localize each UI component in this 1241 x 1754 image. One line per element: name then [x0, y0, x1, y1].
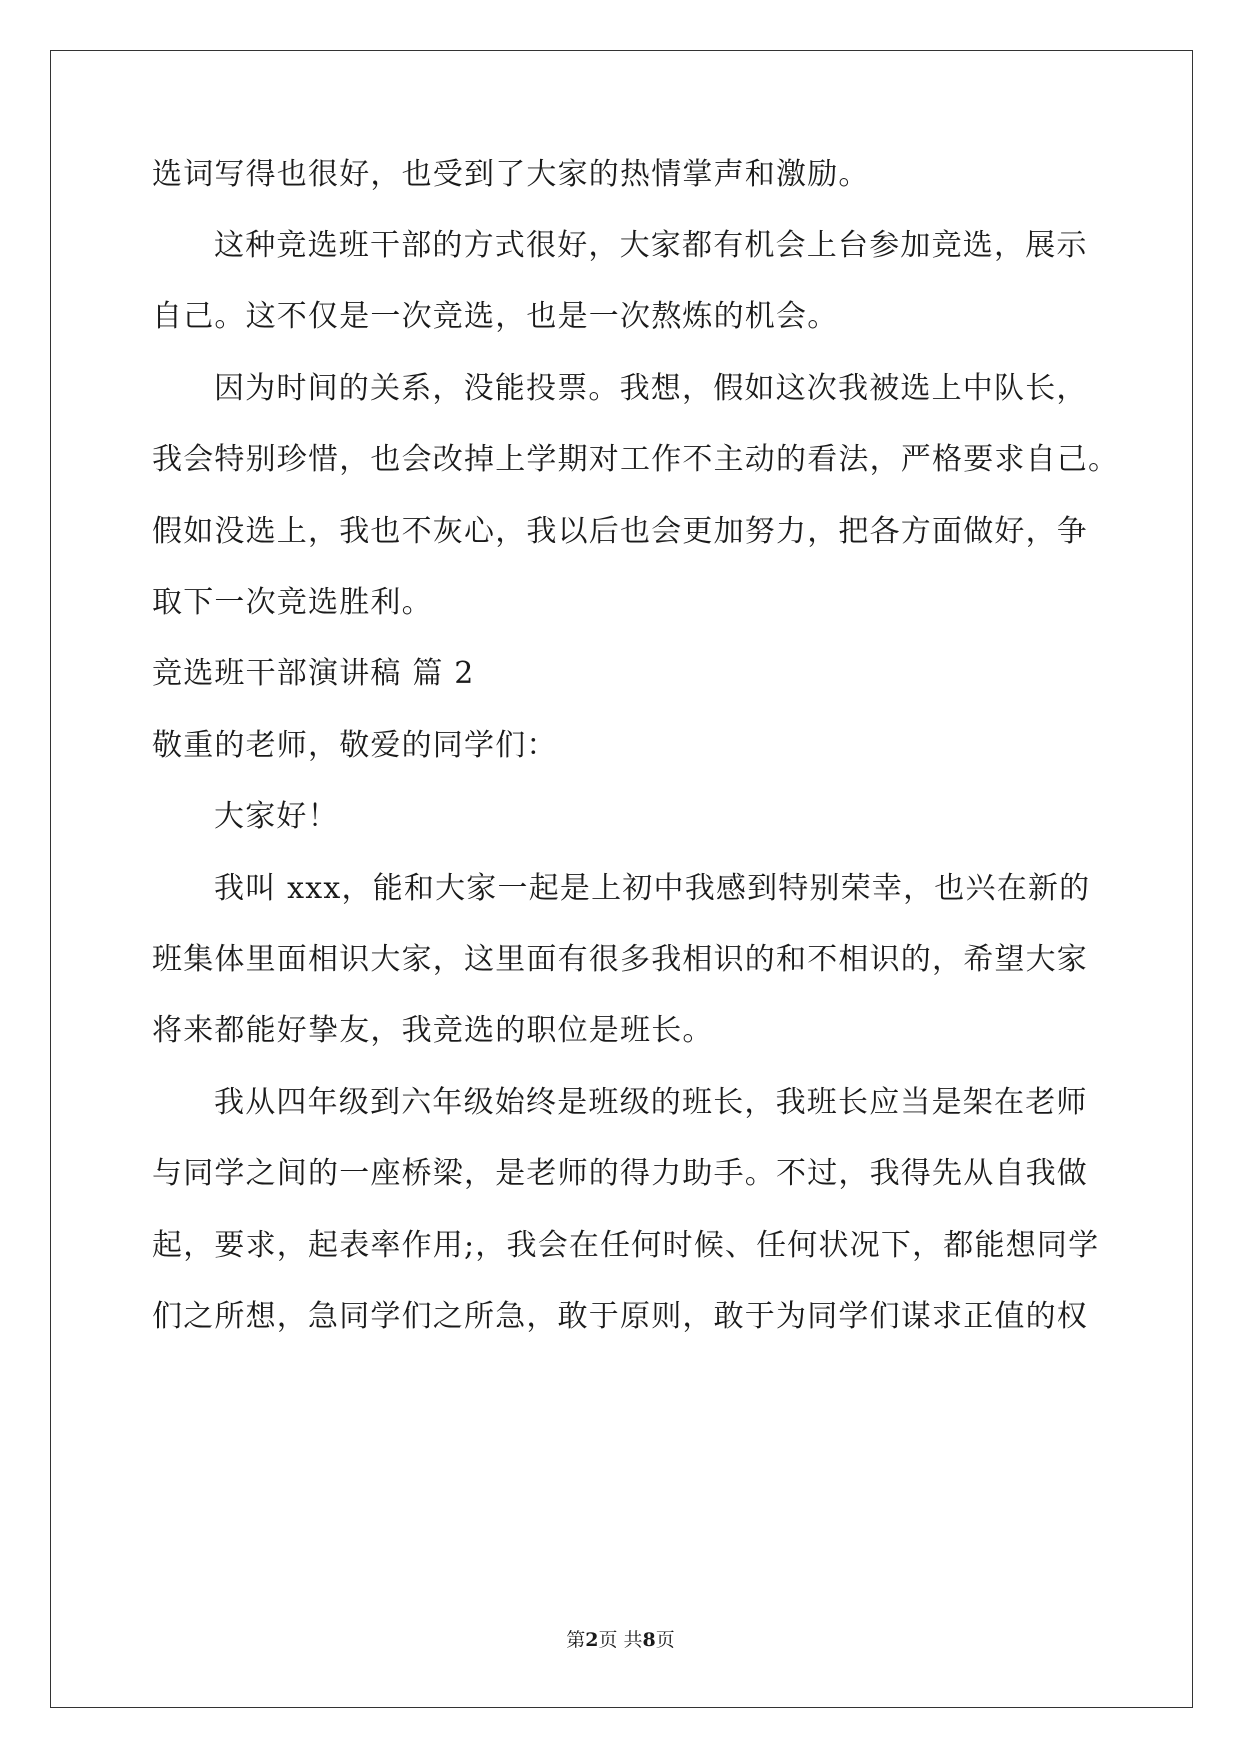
page-current-number: 2	[585, 1629, 599, 1651]
page-footer	[0, 1628, 1241, 1652]
text-line: 我叫 xxx，能和大家一起是上初中我感到特别荣幸，也兴在新的	[214, 871, 1091, 906]
text-line: 起，要求，起表率作用;，我会在任何时候、任何状况下，都能想同学	[152, 1228, 1100, 1263]
text-line: 班集体里面相识大家，这里面有很多我相识的和不相识的，希望大家	[152, 942, 1088, 977]
text-line: 取下一次竞选胜利。	[152, 585, 433, 620]
footer-middle: 页 共	[598, 1629, 643, 1651]
page-total-number: 8	[642, 1629, 656, 1651]
text-line: 自己。这不仅是一次竞选，也是一次熬炼的机会。	[152, 299, 839, 334]
text-line: 将来都能好挚友，我竞选的职位是班长。	[152, 1013, 714, 1048]
text-line: 与同学之间的一座桥梁，是老师的得力助手。不过，我得先从自我做	[152, 1156, 1088, 1191]
text-line: 我从四年级到六年级始终是班级的班长，我班长应当是架在老师	[214, 1085, 1088, 1120]
text-line: 因为时间的关系，没能投票。我想，假如这次我被选上中队长，	[214, 371, 1088, 406]
text-line: 我会特别珍惜，也会改掉上学期对工作不主动的看法，严格要求自己。	[152, 442, 1120, 477]
text-line: 这种竞选班干部的方式很好，大家都有机会上台参加竞选，展示	[214, 228, 1088, 263]
text-line: 们之所想，急同学们之所急，敢于原则，敢于为同学们谋求正值的权	[152, 1299, 1088, 1334]
salutation: 敬重的老师，敬爱的同学们：	[152, 728, 558, 763]
greeting: 大家好！	[214, 799, 339, 834]
footer-prefix: 第	[566, 1629, 586, 1651]
text-line: 选词写得也很好，也受到了大家的热情掌声和激励。	[152, 157, 870, 192]
section-heading: 竞选班干部演讲稿 篇 2	[152, 656, 475, 691]
text-line: 假如没选上，我也不灰心，我以后也会更加努力，把各方面做好，争	[152, 514, 1088, 549]
footer-suffix: 页	[655, 1629, 675, 1651]
